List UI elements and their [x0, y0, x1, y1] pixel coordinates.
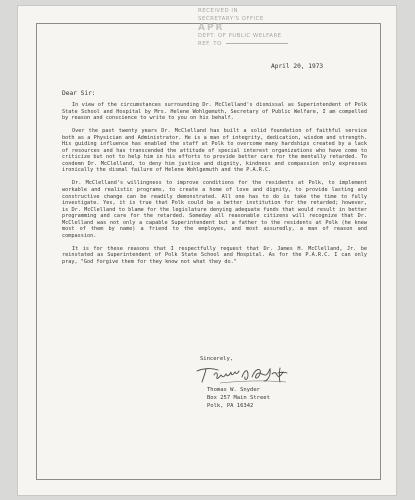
- stamp-line-2: SECRETARY'S OFFICE: [198, 15, 264, 22]
- stamp-line-1: RECEIVED IN: [198, 8, 238, 14]
- letter-page: [18, 6, 396, 495]
- received-stamp: [198, 8, 308, 48]
- stamp-line-3: APR: [198, 23, 225, 33]
- stamp-line-5: REF. TO: [198, 41, 308, 49]
- paragraph-1: In view of the circumstances surrounding Dr. McClelland's dismissal as Superintendent of Polk State School and Hospital by Mrs. Helene Wohlgemuth, Secretary of Public Welfare, I am compelled by reason and conscience to write to you on his behalf.: [62, 102, 367, 122]
- letter-body: [62, 102, 367, 272]
- paragraph-2: Over the past twenty years Dr. McClelland has built a solid foundation of faithful service both as a Physician and Administrator. He is a man of integrity, dedication, wisdom and strength. His guiding influence has enabled the staff at Polk to overcome many hardships created by a lack of resources and has transcended the attitude of special interest organizations who have come to criticize but not to help him in his efforts to provide better care for the mentally retarded. To condemn Dr. McClelland, to deny him justice and dignity, kindness and compassion only expresses ironically the dismal failure of Helene Wohlgemuth and the P.A.R.C.: [62, 128, 367, 174]
- paragraph-3: Dr. McClelland's willingness to improve conditions for the residents at Polk, to implement workable and realistic programs, to create a home of love and dignity, to provide lasting and constructive change can be readily demonstrated. All one has to do is take the time to fully investigate. Yes, it is true that Polk could be a better institution for the retarded; however, is Dr. McClelland to blame for the legislature denying adequate funds that would result in better programming and care for the retarded. Someday all reasonable citizens will recognize that Dr. McClelland was not only a capable Superintendent but a father to the residents at Polk (he knew most of them by name) a friend to the employes, and most assuredly, a man of reason and compassion.: [62, 180, 367, 239]
- signer-address-line-1: Box 257 Main Street: [207, 395, 270, 402]
- stamp-line-4: DEPT. OF PUBLIC WELFARE: [198, 33, 282, 39]
- paragraph-4: It is for these reasons that I respectfully request that Dr. James H. McClelland, Jr. be reinstated as Superintendent of Polk State School and Hospital. As for the P.A.R.C. I can only pray, "God forgive them for they know not what they do.": [62, 245, 367, 265]
- handwritten-signature: [194, 365, 294, 385]
- salutation: Dear Sir:: [62, 90, 96, 97]
- letter-date: April 20, 1973: [271, 63, 324, 70]
- signer-name: Thomas W. Snyder: [207, 387, 260, 393]
- signer-address-line-2: Polk, PA 16342: [207, 403, 254, 410]
- signer-block: [207, 386, 270, 411]
- closing: Sincerely,: [200, 356, 234, 362]
